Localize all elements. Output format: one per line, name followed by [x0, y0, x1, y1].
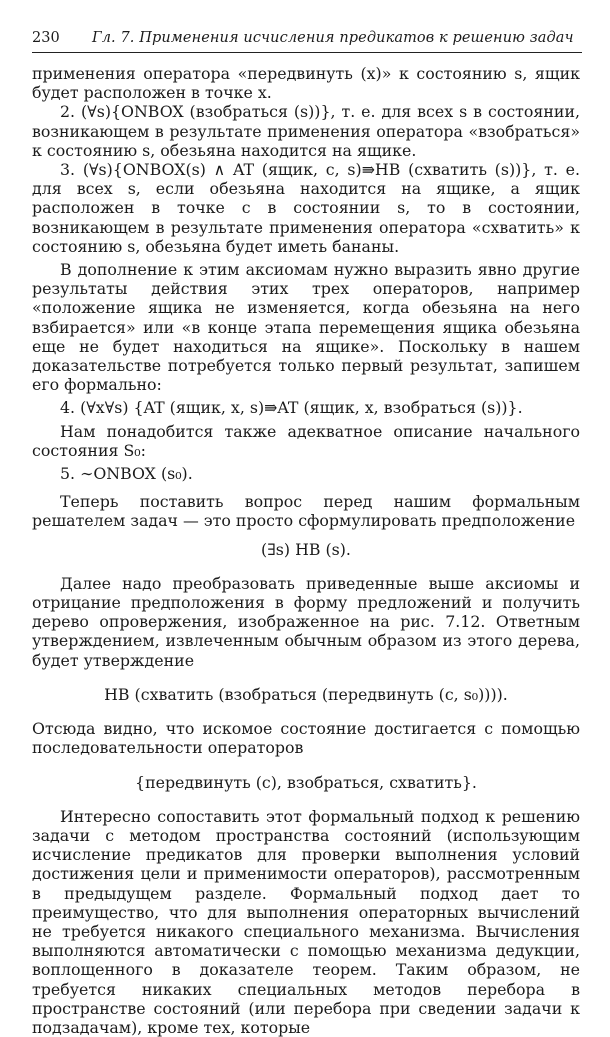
body-text	[32, 64, 580, 1037]
formula-hypothesis: (∃s) HB (s).	[261, 539, 351, 559]
paragraph-conclusion: Отсюда видно, что искомое состояние достигается с помощью последовательности операторов	[32, 719, 580, 758]
paragraph-question: Теперь поставить вопрос перед нашим формальным решателем задач — это просто сформулировать предположение	[32, 492, 580, 531]
page-number: 230	[32, 30, 60, 46]
paragraph-continuation: применения оператора «передвинуть (x)» к состоянию s, ящик будет расположен в точке x.	[32, 64, 580, 103]
formula-operator-sequence: {передвинуть (c), взобраться, схватить}.	[135, 772, 477, 792]
paragraph-refutation: Далее надо преобразовать приведенные выше аксиомы и отрицание предположения в форму предложений и получить дерево опровержения, изображенное на рис. 7.12. Ответным утверждением, извлеченным обычным образом из этого дерева, будет утверждение	[32, 573, 580, 670]
running-header	[32, 28, 582, 53]
chapter-running-title: Гл. 7. Применения исчисления предикатов к решению задач	[92, 30, 574, 46]
axiom-5: 5. ∼ONBOX (s₀).	[60, 464, 193, 484]
axiom-3: 3. (∀s){ONBOX(s) ∧ AT (ящик, c, s)⇛HB (схватить (s))}, т. е. для всех s, если обезьяна находится на ящике, а ящик расположен в точке c в состоянии s, то в состоянии, возникающем в результате применения оператора «схватить» к состоянию s, обезьяна будет иметь бананы.	[32, 160, 580, 256]
paragraph-comparison: Интересно сопоставить этот формальный подход к решению задачи с методом пространства состояний (использующим исчисление предикатов для проверки выполнения условий достижения цели и применимости операторов), рассмотренным в предыдущем разделе. Формальный подход дает то преимущество, что для выполнения операторных вычислений не требуется никакого специального механизма. Вычисления выполняются автоматически с помощью механизма дедукции, воплощенного в доказателе теорем. Таким образом, не требуется никаких специальных методов перебора в пространстве состояний (или перебора при сведении задачи к подзадачам), кроме тех, которые	[32, 806, 580, 1037]
formula-answer: HB (схватить (взобраться (передвинуть (c, s₀)))).	[104, 684, 508, 704]
axiom-4: 4. (∀x∀s) {AT (ящик, x, s)⇛AT (ящик, x, взобраться (s))}.	[60, 398, 523, 418]
axiom-2: 2. (∀s){ONBOX (взобраться (s))}, т. е. для всех s в состоянии, возникающем в результате применения оператора «взобраться» к состоянию s, обезьяна находится на ящике.	[32, 102, 580, 160]
paragraph-initial-state: Нам понадобится также адекватное описание начального состояния S₀:	[32, 421, 580, 460]
paragraph-additional-effects: В дополнение к этим аксиомам нужно выразить явно другие результаты действия этих трех операторов, например «положение ящика не изменяется, когда обезьяна на него взбирается» или «в конце этапа перемещения ящика обезьяна еще не будет находиться на ящике». Поскольку в нашем доказательстве потребуется только первый результат, запишем его формально:	[32, 260, 580, 395]
